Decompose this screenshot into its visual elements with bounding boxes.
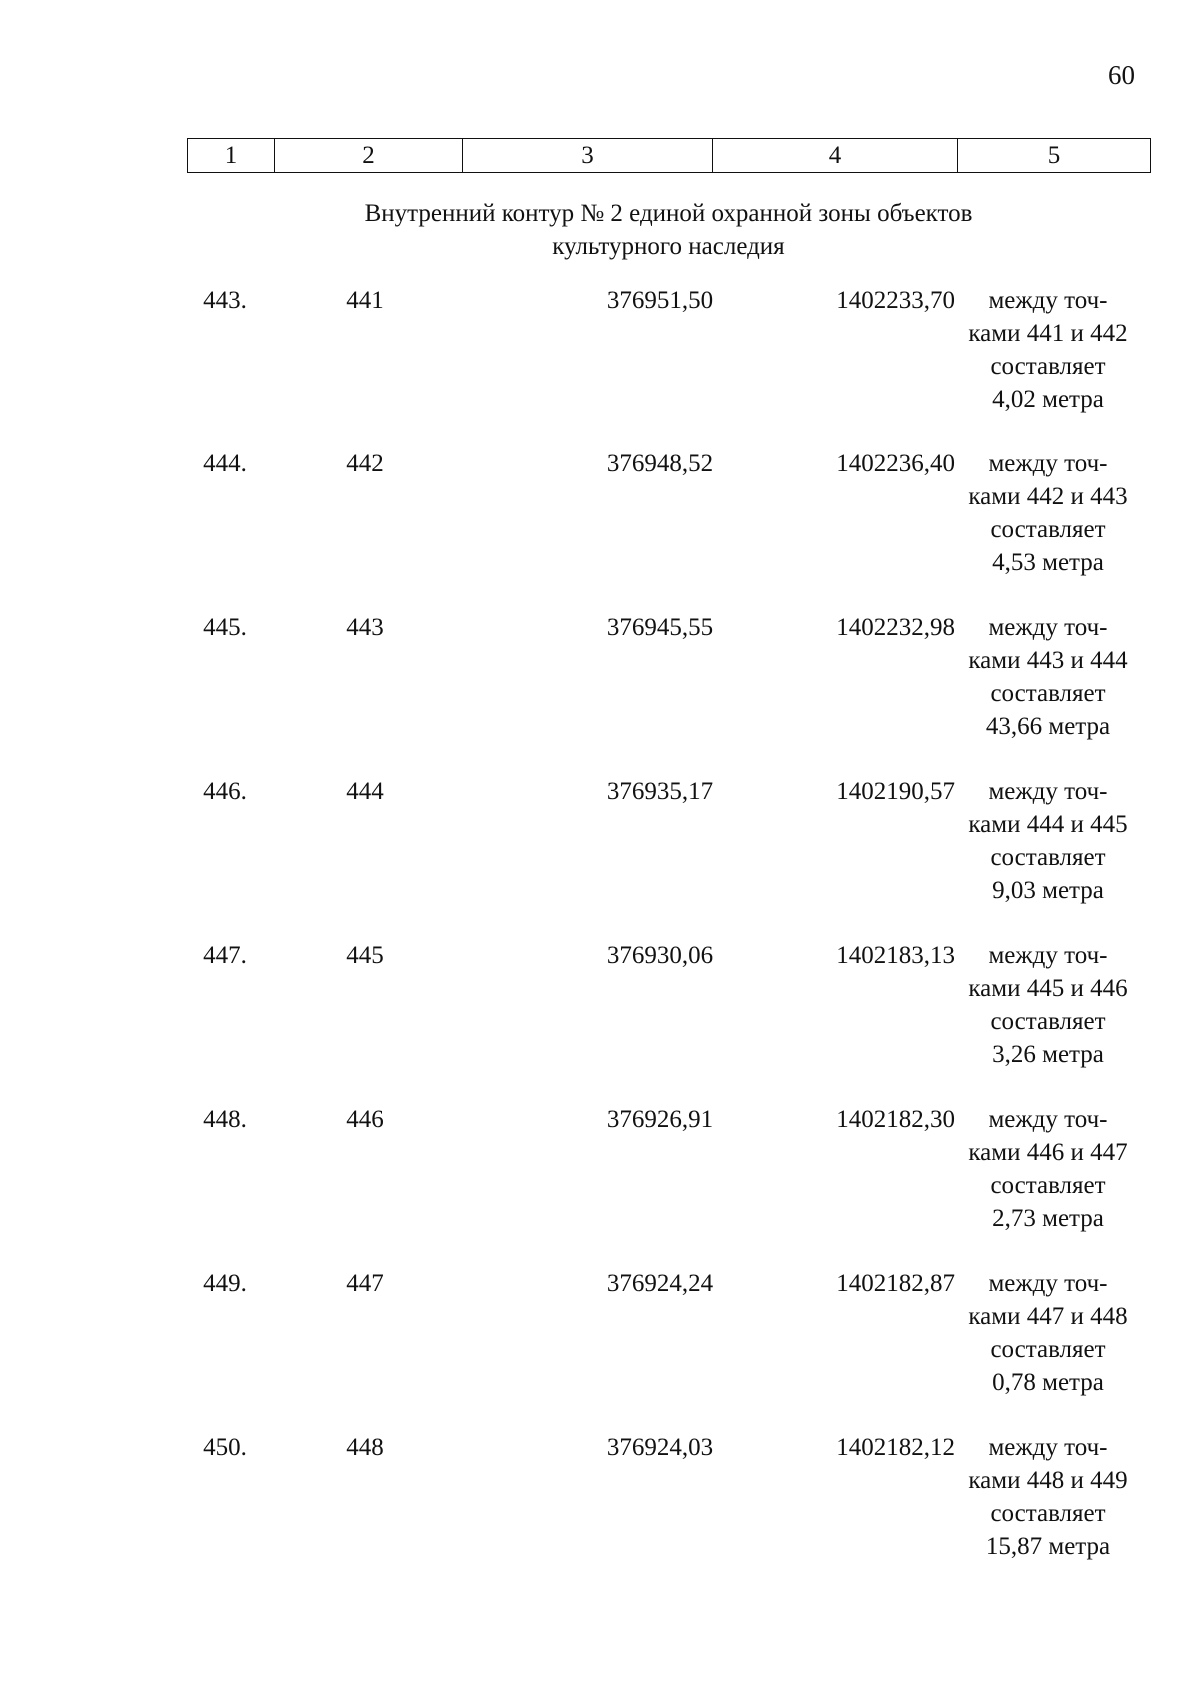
row-number: 446. — [203, 778, 247, 805]
description-line: 4,02 метра — [992, 386, 1104, 413]
description-line: 3,26 метра — [992, 1041, 1104, 1068]
page-number: 60 — [1108, 60, 1135, 90]
description-line: составляет — [990, 844, 1106, 871]
point-number: 448 — [346, 1434, 384, 1461]
coordinate-y: 1402182,87 — [836, 1270, 955, 1297]
distance-description — [948, 939, 1148, 1071]
coordinate-y: 1402182,30 — [836, 1106, 955, 1133]
description-line: ками 445 и 446 — [968, 975, 1128, 1002]
coordinate-x: 376935,17 — [606, 778, 714, 805]
description-line: между точ- — [988, 778, 1108, 805]
coordinate-y: 1402182,12 — [836, 1434, 955, 1461]
description-line: между точ- — [988, 942, 1108, 969]
description-line: составляет — [990, 1500, 1106, 1527]
coordinate-y: 1402233,70 — [836, 287, 955, 314]
row-number: 449. — [203, 1270, 247, 1297]
coordinate-x: 376945,55 — [606, 614, 714, 641]
description-line: 9,03 метра — [992, 877, 1104, 904]
description-line: ками 448 и 449 — [968, 1467, 1128, 1494]
description-line: между точ- — [988, 287, 1108, 314]
coordinate-x: 376926,91 — [606, 1106, 714, 1133]
coordinate-y: 1402190,57 — [836, 778, 955, 805]
coordinate-y: 1402236,40 — [836, 450, 955, 477]
description-line: ками 447 и 448 — [968, 1303, 1128, 1330]
coordinate-y: 1402183,13 — [836, 942, 955, 969]
distance-description — [948, 611, 1148, 743]
row-number: 444. — [203, 450, 247, 477]
coordinate-x: 376924,03 — [606, 1434, 714, 1461]
point-number: 442 — [346, 450, 384, 477]
description-line: 43,66 метра — [985, 713, 1111, 740]
column-header-1: 1 — [188, 139, 275, 173]
description-line: между точ- — [988, 1106, 1108, 1133]
column-header-3: 3 — [463, 139, 713, 173]
coordinate-x: 376948,52 — [606, 450, 714, 477]
coordinate-x: 376951,50 — [606, 287, 714, 314]
row-number: 447. — [203, 942, 247, 969]
section-title-line-2: культурного наследия — [552, 233, 785, 260]
coordinate-x: 376930,06 — [606, 942, 714, 969]
column-header-2: 2 — [275, 139, 463, 173]
description-line: составляет — [990, 680, 1106, 707]
distance-description — [948, 1103, 1148, 1235]
point-number: 445 — [346, 942, 384, 969]
section-title-line-1: Внутренний контур № 2 единой охранной зоны объектов — [364, 200, 973, 227]
coordinate-x: 376924,24 — [606, 1270, 714, 1297]
distance-description — [948, 447, 1148, 579]
row-number: 448. — [203, 1106, 247, 1133]
description-line: 4,53 метра — [992, 549, 1104, 576]
description-line: между точ- — [988, 450, 1108, 477]
description-line: составляет — [990, 1008, 1106, 1035]
description-line: составляет — [990, 1172, 1106, 1199]
distance-description — [948, 1267, 1148, 1399]
description-line: ками 444 и 445 — [968, 811, 1128, 838]
description-line: 2,73 метра — [992, 1205, 1104, 1232]
row-number: 450. — [203, 1434, 247, 1461]
column-header-4: 4 — [713, 139, 958, 173]
column-header-table — [187, 138, 1151, 173]
point-number: 447 — [346, 1270, 384, 1297]
description-line: между точ- — [988, 1434, 1108, 1461]
distance-description — [948, 1431, 1148, 1563]
description-line: между точ- — [988, 1270, 1108, 1297]
row-number: 445. — [203, 614, 247, 641]
distance-description — [948, 775, 1148, 907]
point-number: 446 — [346, 1106, 384, 1133]
description-line: между точ- — [988, 614, 1108, 641]
coordinate-y: 1402232,98 — [836, 614, 955, 641]
point-number: 443 — [346, 614, 384, 641]
point-number: 444 — [346, 778, 384, 805]
row-number: 443. — [203, 287, 247, 314]
column-header-5: 5 — [958, 139, 1151, 173]
description-line: составляет — [990, 1336, 1106, 1363]
description-line: ками 446 и 447 — [968, 1139, 1128, 1166]
description-line: ками 442 и 443 — [968, 483, 1128, 510]
distance-description — [948, 284, 1148, 416]
description-line: 0,78 метра — [992, 1369, 1104, 1396]
point-number: 441 — [346, 287, 384, 314]
description-line: ками 443 и 444 — [968, 647, 1128, 674]
column-header-row — [188, 139, 1151, 173]
description-line: составляет — [990, 516, 1106, 543]
description-line: 15,87 метра — [985, 1533, 1111, 1560]
description-line: ками 441 и 442 — [968, 320, 1128, 347]
section-title — [187, 197, 1150, 263]
description-line: составляет — [990, 353, 1106, 380]
